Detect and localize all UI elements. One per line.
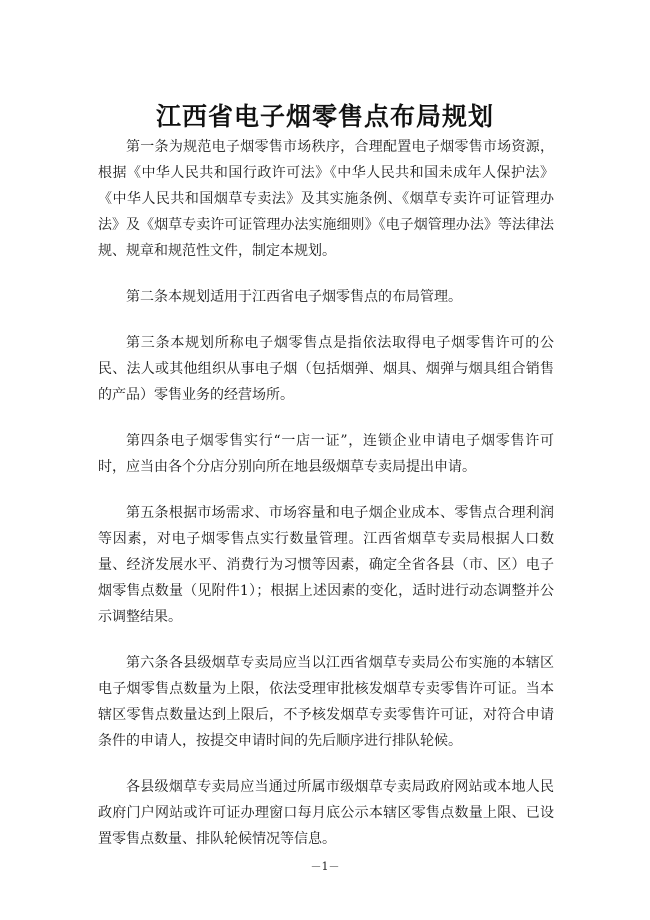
- article-6-paragraph: 第六条各县级烟草专卖局应当以江西省烟草专卖局公布实施的本辖区电子烟零售点数量为上限，依法受理审批核发烟草专卖零售许可证。当本辖区零售点数量达到上限后，不予核发烟草专卖零售许可证，对符合申请条件的申请人，按提交申请时间的先后顺序进行排队轮候。: [98, 655, 554, 749]
- article-6-supplement-paragraph: 各县级烟草专卖局应当通过所属市级烟草专卖局政府网站或本地人民政府门户网站或许可证办理窗口每月底公示本辖区零售点数量上限、已设置零售点数量、排队轮候情况等信息。: [98, 779, 554, 847]
- article-2-paragraph: 第二条本规划适用于江西省电子烟零售点的布局管理。: [126, 289, 462, 305]
- article-1-paragraph: 第一条为规范电子烟零售市场秩序，合理配置电子烟零售市场资源，根据《中华人民共和国行政许可法》《中华人民共和国未成年人保护法》《中华人民共和国烟草专卖法》及其实施条例、《烟草专卖许可证管理办法》及《烟草专卖许可证管理办法实施细则》《电子烟管理办法》等法律法规、规章和规范性文件，制定本规划。: [98, 139, 554, 259]
- article-3-paragraph: 第三条本规划所称电子烟零售点是指依法取得电子烟零售许可的公民、法人或其他组织从事电子烟（包括烟弹、烟具、烟弹与烟具组合销售的产品）零售业务的经营场所。: [98, 335, 554, 403]
- document-body: [98, 134, 554, 872]
- article-5-paragraph: 第五条根据市场需求、市场容量和电子烟企业成本、零售点合理利润等因素，对电子烟零售点实行数量管理。江西省烟草专卖局根据人口数量、经济发展水平、消费行为习惯等因素，确定全省各县（市、区）电子烟零售点数量（见附件1）；根据上述因素的变化，适时进行动态调整并公示调整结果。: [98, 505, 554, 625]
- page-number: －1－: [310, 860, 340, 873]
- document-title: 江西省电子烟零售点布局规划: [155, 101, 494, 131]
- article-4-paragraph: 第四条电子烟零售实行“一店一证”，连锁企业申请电子烟零售许可时，应当由各个分店分别向所在地县级烟草专卖局提出申请。: [98, 433, 554, 475]
